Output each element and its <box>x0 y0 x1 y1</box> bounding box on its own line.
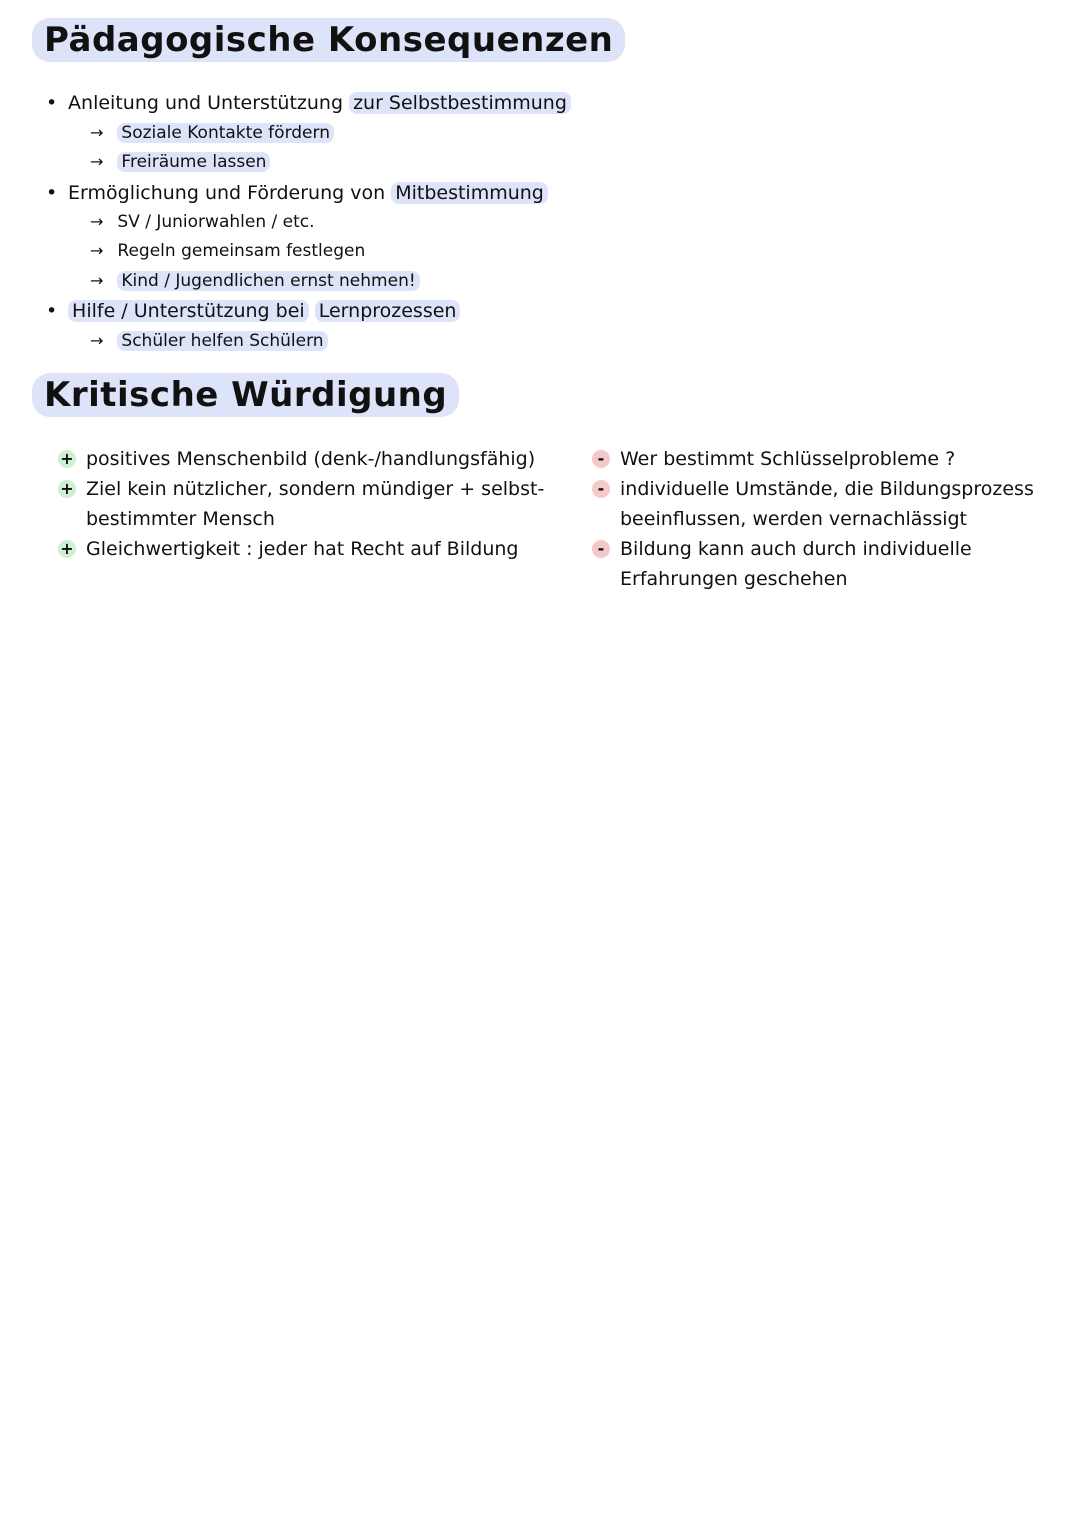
point-1-sub-2 <box>90 149 270 175</box>
arrow-icon: → <box>90 123 104 142</box>
point-2-sub-1 <box>90 209 315 235</box>
point-1-text-b: zur Selbstbestimmung <box>349 92 571 114</box>
point-2-sub-3 <box>90 268 420 294</box>
arrow-icon: → <box>90 152 104 171</box>
sub-text: Soziale Kontakte fördern <box>117 123 334 143</box>
point-1 <box>46 90 571 116</box>
point-3-sub-1 <box>90 328 328 354</box>
arrow-icon: → <box>90 271 104 290</box>
arrow-icon: → <box>90 241 104 260</box>
con-item-3 <box>597 534 1060 594</box>
plus-icon: + <box>58 480 76 498</box>
section-title-kritische-wuerdigung: Kritische Würdigung <box>32 373 459 417</box>
minus-icon: - <box>592 450 610 468</box>
arrow-icon: → <box>90 212 104 231</box>
minus-icon: - <box>592 540 610 558</box>
point-1-sub-1 <box>90 120 334 146</box>
sub-text: SV / Juniorwahlen / etc. <box>117 212 315 232</box>
sub-text: Kind / Jugendlichen ernst nehmen! <box>117 271 419 291</box>
minus-icon: - <box>592 480 610 498</box>
con-item-2 <box>597 474 1060 534</box>
plus-icon: + <box>58 540 76 558</box>
bullet-icon: • <box>46 182 58 204</box>
con-text: individuelle Umstände, die Bildungsprozess beeinflussen, werden vernachlässigt <box>620 478 1034 530</box>
con-item-1 <box>597 444 1060 474</box>
point-3-text-b: Lernprozessen <box>315 300 461 322</box>
con-text: Bildung kann auch durch individuelle Erfahrungen geschehen <box>620 538 972 590</box>
pro-text: Ziel kein nützlicher, sondern mündiger + selbst-bestimmter Mensch <box>86 478 545 530</box>
pro-item-3 <box>60 534 556 564</box>
point-3-text-a: Hilfe / Unterstützung bei <box>68 300 309 322</box>
point-2-sub-2 <box>90 238 365 264</box>
pro-item-2 <box>60 474 556 534</box>
bullet-icon: • <box>46 92 58 114</box>
bullet-icon: • <box>46 300 58 322</box>
con-text: Wer bestimmt Schlüsselprobleme ? <box>620 448 956 470</box>
pro-text: Gleichwertigkeit : jeder hat Recht auf Bildung <box>86 538 519 560</box>
sub-text: Regeln gemeinsam festlegen <box>117 241 366 261</box>
section-title-paedagogische-konsequenzen: Pädagogische Konsequenzen <box>32 18 625 62</box>
sub-text: Schüler helfen Schülern <box>117 331 327 351</box>
pro-item-1 <box>60 444 556 474</box>
sub-text: Freiräume lassen <box>117 152 270 172</box>
point-2-text-a: Ermöglichung und Förderung von <box>68 182 386 204</box>
point-2 <box>46 180 548 206</box>
pro-text: positives Menschenbild (denk-/handlungsfähig) <box>86 448 536 470</box>
arrow-icon: → <box>90 331 104 350</box>
point-1-text-a: Anleitung und Unterstützung <box>68 92 344 114</box>
point-3 <box>46 298 460 324</box>
point-2-text-b: Mitbestimmung <box>391 182 548 204</box>
plus-icon: + <box>58 450 76 468</box>
